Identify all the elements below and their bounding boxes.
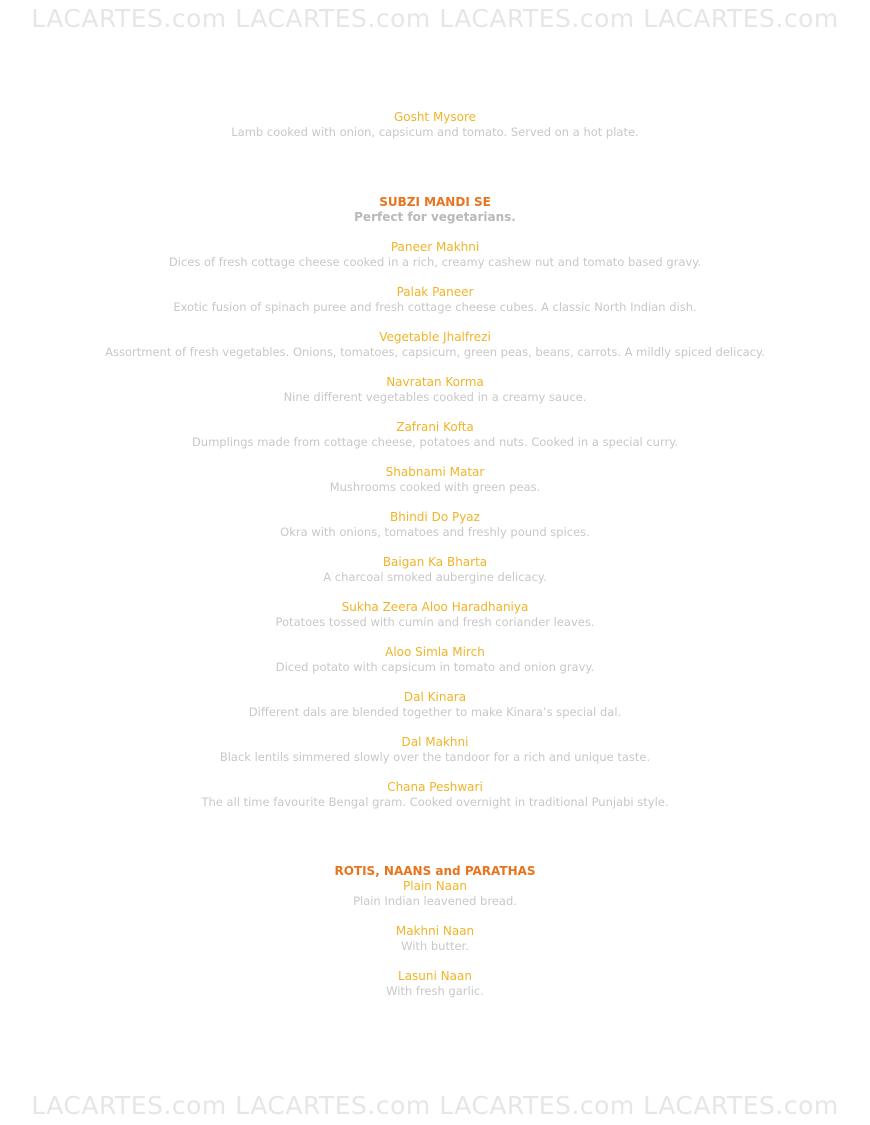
dish-description: The all time favourite Bengal gram. Cooked overnight in traditional Punjabi style. <box>201 795 669 809</box>
dish-item <box>0 879 870 909</box>
watermark-top: LACARTES.com LACARTES.com LACARTES.com LACARTES.com <box>31 4 839 33</box>
dish-item <box>0 690 870 720</box>
dish-description: Dumplings made from cottage cheese, potatoes and nuts. Cooked in a special curry. <box>191 435 679 449</box>
dish-description: With fresh garlic. <box>386 984 484 998</box>
dish-item <box>0 645 870 675</box>
dish-description: A charcoal smoked aubergine delicacy. <box>323 570 547 584</box>
dish-name: Palak Paneer <box>396 285 474 299</box>
section-breads <box>0 864 870 1014</box>
dish-description: Lamb cooked with onion, capsicum and tomato. Served on a hot plate. <box>231 125 639 139</box>
dish-name: Bhindi Do Pyaz <box>390 510 480 524</box>
dish-name: Chana Peshwari <box>387 780 483 794</box>
dish-description: Nine different vegetables cooked in a creamy sauce. <box>283 390 587 404</box>
section-subzi-mandi-se <box>0 195 870 825</box>
dish-description: Black lentils simmered slowly over the tandoor for a rich and unique taste. <box>219 750 651 764</box>
dish-name: Zafrani Kofta <box>396 420 474 434</box>
dish-item <box>0 969 870 999</box>
dish-item <box>0 285 870 315</box>
dish-description: Exotic fusion of spinach puree and fresh cottage cheese cubes. A classic North Indian dish. <box>173 300 697 314</box>
dish-description: Mushrooms cooked with green peas. <box>329 480 541 494</box>
dish-item <box>0 780 870 810</box>
dish-description: Dices of fresh cottage cheese cooked in a rich, creamy cashew nut and tomato based gravy. <box>168 255 702 269</box>
dish-name: Plain Naan <box>403 879 467 893</box>
dish-name: Dal Makhni <box>401 735 469 749</box>
dish-name: Baigan Ka Bharta <box>382 555 488 569</box>
dish-item <box>0 330 870 360</box>
dish-name: Vegetable Jhalfrezi <box>379 330 491 344</box>
dish-gosht-mysore <box>0 110 870 140</box>
section-title: SUBZI MANDI SE <box>379 195 491 209</box>
dish-item <box>0 924 870 954</box>
dish-name: Shabnami Matar <box>385 465 485 479</box>
dish-description: Okra with onions, tomatoes and freshly pound spices. <box>280 525 590 539</box>
section-subtitle: Perfect for vegetarians. <box>354 210 516 224</box>
dish-item <box>0 240 870 270</box>
watermark-bottom: LACARTES.com LACARTES.com LACARTES.com LACARTES.com <box>31 1091 839 1120</box>
dish-description: With butter. <box>401 939 469 953</box>
dish-description: Plain Indian leavened bread. <box>353 894 517 908</box>
dish-description: Assortment of fresh vegetables. Onions, tomatoes, capsicum, green peas, beans, carrots. A mildly spiced delicacy. <box>105 345 765 359</box>
dish-name: Sukha Zeera Aloo Haradhaniya <box>341 600 529 614</box>
dish-name: Paneer Makhni <box>390 240 480 254</box>
dish-item <box>0 555 870 585</box>
dish-description: Potatoes tossed with cumin and fresh coriander leaves. <box>275 615 595 629</box>
dish-description: Different dals are blended together to make Kinara’s special dal. <box>248 705 622 719</box>
dish-item <box>0 600 870 630</box>
section-lamb <box>0 110 870 155</box>
dish-name: Dal Kinara <box>403 690 467 704</box>
dish-name: Navratan Korma <box>386 375 484 389</box>
dish-item <box>0 375 870 405</box>
dish-item <box>0 510 870 540</box>
dish-name: Gosht Mysore <box>393 110 477 124</box>
dish-item <box>0 465 870 495</box>
dish-item <box>0 735 870 765</box>
dish-name: Aloo Simla Mirch <box>385 645 485 659</box>
dish-name: Lasuni Naan <box>398 969 472 983</box>
dish-description: Diced potato with capsicum in tomato and onion gravy. <box>275 660 595 674</box>
dish-item <box>0 420 870 450</box>
section-title: ROTIS, NAANS and PARATHAS <box>334 864 536 878</box>
dish-name: Makhni Naan <box>395 924 475 938</box>
